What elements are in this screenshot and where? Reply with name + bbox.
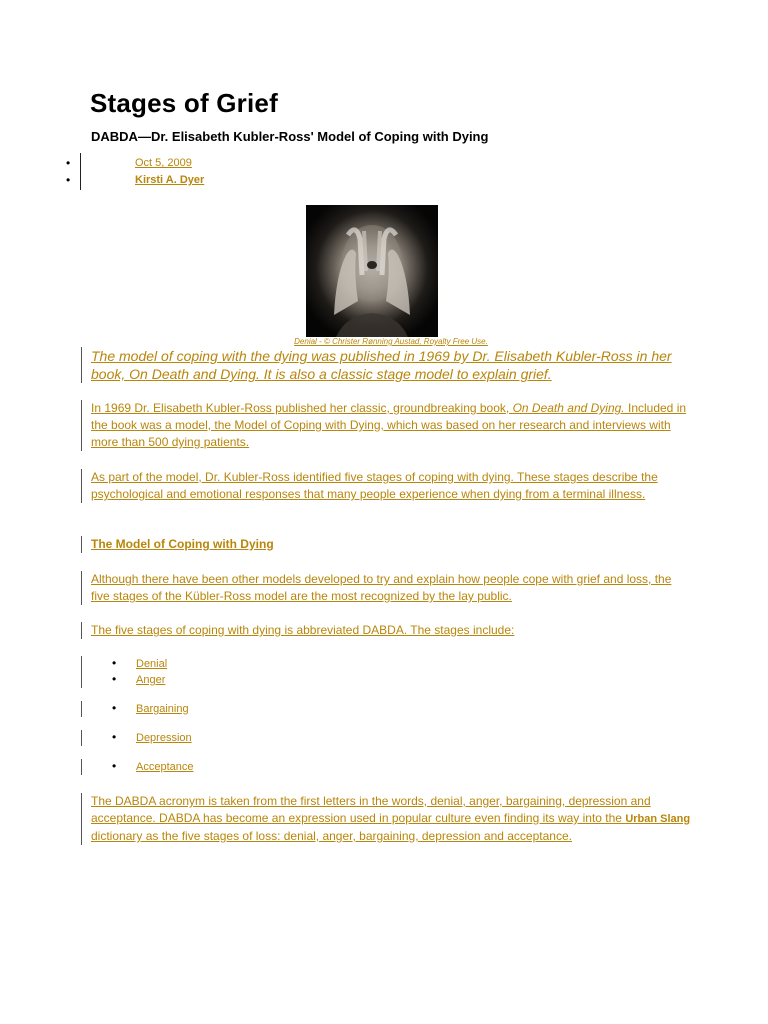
bullet-icon: • (66, 156, 71, 170)
paragraph-2-text[interactable]: As part of the model, Dr. Kubler-Ross identified five stages of coping with dying. These stages describe the psychological and emotional responses that many people experience when dying from a terminal illness. (91, 470, 658, 501)
stage-anger[interactable]: Anger (136, 674, 166, 686)
bullet-icon: • (112, 730, 117, 744)
bullet-icon: • (112, 759, 117, 773)
divider (80, 170, 81, 190)
paragraph-5 (81, 793, 691, 845)
image-caption[interactable]: Denial - © Christer Rønning Austad, Royalty Free Use. (294, 337, 488, 346)
paragraph-3-text[interactable]: Although there have been other models developed to try and explain how people cope with grief and loss, the five stages of the Kübler-Ross model are the most recognized by the lay public. (91, 572, 672, 603)
list-item (81, 730, 382, 746)
author-link[interactable]: Kirsti A. Dyer (135, 174, 205, 186)
intro-text[interactable]: The model of coping with the dying was published in 1969 by Dr. Elisabeth Kubler-Ross in her book, On Death and Dying. It is also a classic stage model to explain grief. (91, 348, 672, 382)
date-link[interactable]: Oct 5, 2009 (135, 157, 192, 169)
bullet-icon: • (112, 672, 117, 686)
paragraph-2 (81, 469, 691, 503)
bullet-icon: • (66, 173, 71, 187)
page-title: Stages of Grief (90, 88, 278, 118)
stage-denial[interactable]: Denial (136, 658, 168, 670)
section-heading[interactable]: The Model of Coping with Dying (91, 537, 274, 551)
bullet-icon: • (112, 701, 117, 715)
article-photo (306, 205, 438, 337)
stage-depression[interactable]: Depression (136, 732, 192, 744)
stage-acceptance[interactable]: Acceptance (136, 761, 194, 773)
paragraph-4-text[interactable]: The five stages of coping with dying is abbreviated DABDA. The stages include: (91, 623, 515, 637)
paragraph-1-text[interactable]: In 1969 Dr. Elisabeth Kubler-Ross published her classic, groundbreaking book, On Death and Dying. Included in the book was a model, the Model of Coping with Dying, which was based on her research and interviews with more than 500 dying patients. (91, 401, 687, 449)
intro-paragraph (81, 347, 691, 383)
urban-slang-link[interactable]: Urban Slang (625, 813, 691, 825)
paragraph-3 (81, 571, 691, 605)
face-with-hands-illustration (306, 205, 438, 337)
bullet-icon: • (112, 656, 117, 670)
stage-bargaining[interactable]: Bargaining (136, 703, 189, 715)
paragraph-5-text[interactable]: The DABDA acronym is taken from the first letters in the words, denial, anger, bargaining, depression and acceptance. DABDA has become an expression used in popular culture even finding its way into the Urban Slang dictionary as the five stages of loss: denial, anger, bargaining, depression and acceptance. (91, 794, 691, 843)
paragraph-4 (81, 622, 691, 639)
page-subtitle: DABDA—Dr. Elisabeth Kubler-Ross' Model of Coping with Dying (91, 129, 489, 144)
book-title: On Death and Dying. (512, 401, 625, 415)
list-item (81, 759, 382, 775)
list-item (81, 701, 382, 717)
section-heading-block (81, 536, 691, 553)
paragraph-1 (81, 400, 691, 451)
list-group-1 (81, 656, 382, 688)
